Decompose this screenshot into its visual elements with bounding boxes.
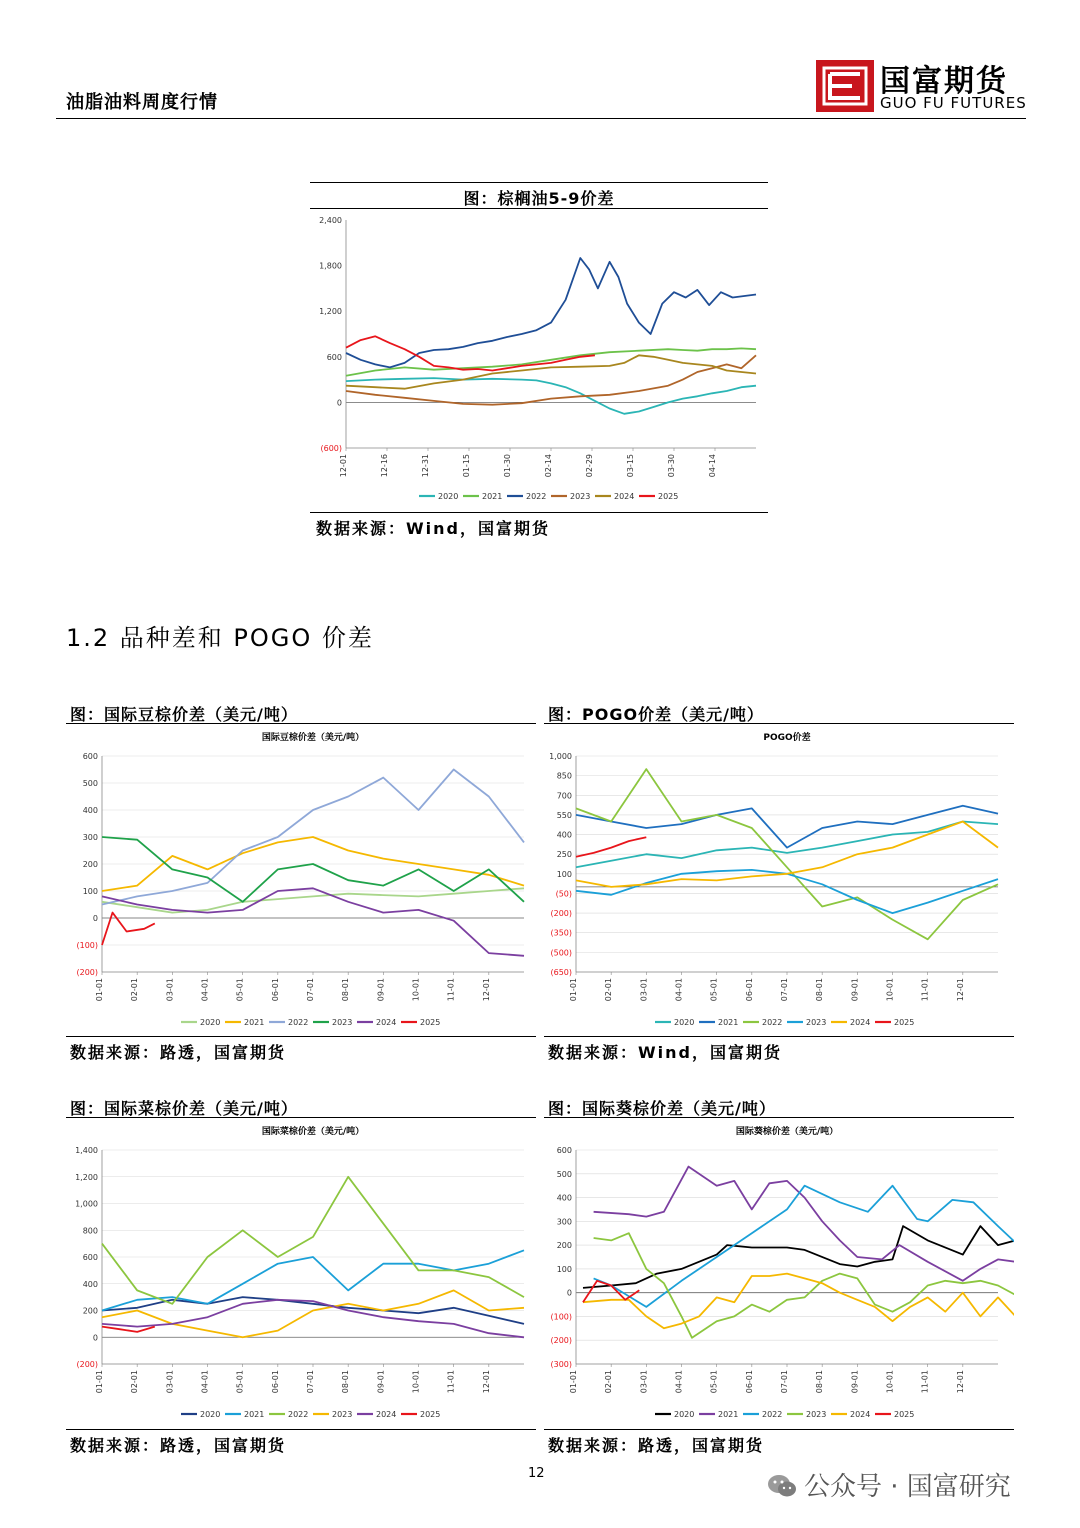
x-tick-label: 11-01 <box>446 978 456 1002</box>
y-tick-label: 600 <box>326 352 342 362</box>
x-tick-label: 12-01 <box>481 978 491 1002</box>
x-tick-label: 04-01 <box>674 1370 684 1394</box>
y-tick-label: 600 <box>556 1146 572 1155</box>
series-line-2022 <box>102 1177 524 1304</box>
x-tick-label: 02-01 <box>604 1370 614 1394</box>
y-tick-label: 500 <box>82 779 98 788</box>
legend-label: 2023 <box>332 1410 353 1419</box>
x-tick-label: 03-15 <box>626 454 635 478</box>
x-tick-label: 01-30 <box>503 454 512 478</box>
soy-palm-caption: 图：国际豆棕价差（美元/吨） <box>70 705 298 724</box>
series-line-2023 <box>576 870 998 913</box>
x-tick-label: 11-01 <box>920 978 930 1002</box>
pogo-chart <box>544 726 1014 1036</box>
y-tick-label: (600) <box>320 444 342 453</box>
y-tick-label: (200) <box>76 968 98 977</box>
x-tick-label: 10-01 <box>885 978 895 1002</box>
header-rule <box>56 118 1026 119</box>
rape-palm-source: 数据来源：路透，国富期货 <box>70 1436 287 1455</box>
y-tick-label: 0 <box>566 1288 572 1298</box>
x-tick-label: 10-01 <box>411 978 421 1002</box>
x-tick-label: 07-01 <box>306 1370 315 1394</box>
y-tick-label: 1,200 <box>75 1172 98 1182</box>
series-line-2020 <box>346 378 756 414</box>
x-tick-label: 07-01 <box>780 1370 789 1394</box>
pogo-caption: 图：POGO价差（美元/吨） <box>548 705 764 724</box>
y-tick-label: 1,800 <box>319 261 342 271</box>
legend-label: 2023 <box>806 1018 827 1027</box>
x-tick-label: 09-01 <box>376 1370 386 1394</box>
sun-palm-chart <box>544 1120 1014 1428</box>
x-tick-label: 04-01 <box>200 978 210 1002</box>
x-tick-label: 07-01 <box>780 978 789 1002</box>
x-tick-label: 07-01 <box>306 978 315 1002</box>
chart-inner-title: 国际葵棕价差（美元/吨） <box>735 1127 839 1137</box>
y-tick-label: 850 <box>556 771 572 781</box>
y-tick-label: (350) <box>550 928 572 938</box>
legend-label: 2023 <box>332 1018 353 1027</box>
legend-label: 2024 <box>850 1018 871 1027</box>
x-tick-label: 02-01 <box>130 978 140 1002</box>
x-tick-label: 06-01 <box>744 1370 754 1394</box>
logo-english-name: GUO FU FUTURES <box>880 94 1027 112</box>
legend-label: 2024 <box>376 1410 397 1419</box>
x-tick-label: 12-31 <box>421 454 430 478</box>
y-tick-label: 1,200 <box>319 307 342 317</box>
y-tick-label: 800 <box>82 1226 98 1236</box>
x-tick-label: 05-01 <box>235 1370 245 1394</box>
figure-rule <box>544 1429 1014 1430</box>
x-tick-label: 03-30 <box>667 454 676 478</box>
chart-inner-title: 国际豆棕价差（美元/吨） <box>261 733 365 743</box>
x-tick-label: 02-14 <box>544 454 553 478</box>
palm-spread-source: 数据来源：Wind，国富期货 <box>316 519 550 538</box>
x-tick-label: 12-16 <box>380 454 389 478</box>
legend-label: 2022 <box>288 1018 309 1027</box>
y-tick-label: 400 <box>556 830 572 840</box>
figure-rule <box>544 723 1014 724</box>
palm-spread-chart <box>310 210 768 510</box>
y-tick-label: (100) <box>550 1312 572 1322</box>
palm-spread-caption: 图：棕榈油5-9价差 <box>463 189 615 208</box>
legend-label: 2021 <box>244 1410 265 1419</box>
figure-rule <box>310 512 768 513</box>
y-tick-label: 500 <box>556 1169 572 1179</box>
x-tick-label: 03-01 <box>639 978 649 1002</box>
series-line-2020 <box>583 1226 1014 1288</box>
wechat-icon <box>766 1472 798 1500</box>
figure-rule <box>66 1117 536 1118</box>
legend-label: 2025 <box>420 1410 441 1419</box>
report-title: 油脂油料周度行情 <box>66 92 218 113</box>
legend-label: 2022 <box>526 492 547 501</box>
x-tick-label: 01-01 <box>95 978 104 1002</box>
chart-inner-title: 国际菜棕价差（美元/吨） <box>261 1127 365 1137</box>
figure-rule <box>544 1117 1014 1118</box>
section-heading: 1.2 品种差和 POGO 价差 <box>66 624 374 652</box>
y-tick-label: 550 <box>556 810 572 820</box>
y-tick-label: 400 <box>82 806 98 815</box>
legend-label: 2024 <box>850 1410 871 1419</box>
y-tick-label: 1,000 <box>75 1199 98 1209</box>
y-tick-label: 0 <box>92 914 98 923</box>
y-tick-label: 1,400 <box>75 1146 98 1155</box>
legend-label: 2022 <box>288 1410 309 1419</box>
sun-palm-source: 数据来源：路透，国富期货 <box>548 1436 765 1455</box>
series-line-2021 <box>576 806 998 848</box>
x-tick-label: 09-01 <box>850 1370 860 1394</box>
x-tick-label: 12-01 <box>955 978 965 1002</box>
legend-label: 2023 <box>570 492 591 501</box>
legend-label: 2020 <box>674 1018 695 1027</box>
y-tick-label: 100 <box>556 869 572 879</box>
legend-label: 2020 <box>674 1410 695 1419</box>
wechat-label: 公众号 · 国富研究 <box>804 1472 1011 1502</box>
legend-label: 2023 <box>806 1410 827 1419</box>
figure-rule <box>544 1036 1014 1037</box>
legend-label: 2021 <box>718 1410 739 1419</box>
x-tick-label: 03-01 <box>165 1370 175 1394</box>
y-tick-label: 600 <box>82 1253 98 1262</box>
x-tick-label: 11-01 <box>920 1370 930 1394</box>
series-line-2025 <box>576 837 646 857</box>
x-tick-label: 04-01 <box>674 978 684 1002</box>
y-tick-label: 250 <box>556 850 572 860</box>
series-line-2024 <box>102 888 524 956</box>
y-tick-label: 600 <box>82 752 98 761</box>
legend-label: 2021 <box>482 492 503 501</box>
x-tick-label: 01-15 <box>462 454 471 478</box>
x-tick-label: 01-01 <box>569 1370 578 1394</box>
soy-palm-chart <box>66 726 536 1036</box>
legend-label: 2020 <box>438 492 459 501</box>
y-tick-label: 400 <box>556 1193 572 1203</box>
soy-palm-source: 数据来源：路透，国富期货 <box>70 1043 287 1062</box>
series-line-2025 <box>102 913 155 945</box>
x-tick-label: 09-01 <box>376 978 386 1002</box>
x-tick-label: 06-01 <box>744 978 754 1002</box>
y-tick-label: (100) <box>76 941 98 950</box>
y-tick-label: (500) <box>550 948 572 958</box>
series-line-2021 <box>594 1167 1014 1281</box>
series-line-2022 <box>594 1186 1014 1307</box>
y-tick-label: 300 <box>82 833 98 842</box>
chart-inner-title: POGO价差 <box>763 733 811 743</box>
legend-label: 2022 <box>762 1410 783 1419</box>
y-tick-label: 100 <box>82 887 98 896</box>
y-tick-label: (200) <box>550 1336 572 1346</box>
x-tick-label: 04-14 <box>708 454 717 478</box>
figure-rule <box>66 723 536 724</box>
x-tick-label: 04-01 <box>200 1370 210 1394</box>
x-tick-label: 05-01 <box>709 978 719 1002</box>
x-tick-label: 08-01 <box>341 1370 351 1394</box>
y-tick-label: 400 <box>82 1279 98 1289</box>
x-tick-label: 12-01 <box>339 454 348 478</box>
x-tick-label: 11-01 <box>446 1370 456 1394</box>
legend-label: 2024 <box>376 1018 397 1027</box>
legend-label: 2020 <box>200 1018 221 1027</box>
rape-palm-caption: 图：国际菜棕价差（美元/吨） <box>70 1099 298 1118</box>
legend-label: 2020 <box>200 1410 221 1419</box>
guofu-logo-icon <box>816 60 874 112</box>
x-tick-label: 09-01 <box>850 978 860 1002</box>
x-tick-label: 05-01 <box>235 978 245 1002</box>
series-line-2024 <box>102 1300 524 1338</box>
x-tick-label: 08-01 <box>815 978 825 1002</box>
x-tick-label: 03-01 <box>639 1370 649 1394</box>
sun-palm-caption: 图：国际葵棕价差（美元/吨） <box>548 1099 776 1118</box>
y-tick-label: 0 <box>92 1333 98 1343</box>
x-tick-label: 06-01 <box>270 1370 280 1394</box>
x-tick-label: 10-01 <box>885 1370 895 1394</box>
logo-chinese-name: 国富期货 <box>880 64 1008 99</box>
x-tick-label: 12-01 <box>481 1370 491 1394</box>
x-tick-label: 02-01 <box>130 1370 140 1394</box>
x-tick-label: 08-01 <box>341 978 351 1002</box>
x-tick-label: 02-01 <box>604 978 614 1002</box>
y-tick-label: 300 <box>556 1217 572 1227</box>
pogo-source: 数据来源：Wind，国富期货 <box>548 1043 782 1062</box>
legend-label: 2021 <box>244 1018 265 1027</box>
y-tick-label: 2,400 <box>319 216 342 225</box>
figure-rule <box>66 1429 536 1430</box>
x-tick-label: 02-29 <box>585 454 594 478</box>
x-tick-label: 05-01 <box>709 1370 719 1394</box>
page-number: 12 <box>528 1466 545 1481</box>
x-tick-label: 03-01 <box>165 978 175 1002</box>
series-line-2025 <box>102 1327 155 1332</box>
y-tick-label: 200 <box>556 1241 572 1251</box>
rape-palm-chart <box>66 1120 536 1428</box>
figure-top-rule <box>310 182 768 183</box>
y-tick-label: (200) <box>550 909 572 919</box>
x-tick-label: 12-01 <box>955 1370 965 1394</box>
y-tick-label: 200 <box>82 1306 98 1316</box>
legend-label: 2021 <box>718 1018 739 1027</box>
legend-label: 2024 <box>614 492 635 501</box>
figure-rule <box>66 1036 536 1037</box>
x-tick-label: 08-01 <box>815 1370 825 1394</box>
y-tick-label: 1,000 <box>549 752 572 761</box>
x-tick-label: 06-01 <box>270 978 280 1002</box>
legend-label: 2025 <box>658 492 679 501</box>
series-line-2020 <box>576 822 998 868</box>
legend-label: 2022 <box>762 1018 783 1027</box>
legend-label: 2025 <box>420 1018 441 1027</box>
legend-label: 2025 <box>894 1018 915 1027</box>
x-tick-label: 10-01 <box>411 1370 421 1394</box>
y-tick-label: (200) <box>76 1360 98 1369</box>
y-tick-label: 0 <box>336 398 342 408</box>
y-tick-label: 100 <box>556 1264 572 1274</box>
y-tick-label: (650) <box>550 968 572 977</box>
y-tick-label: 700 <box>556 791 572 801</box>
figure-rule <box>310 208 768 209</box>
y-tick-label: (50) <box>555 889 572 899</box>
y-tick-label: 200 <box>82 860 98 869</box>
x-tick-label: 01-01 <box>95 1370 104 1394</box>
y-tick-label: (300) <box>550 1360 572 1369</box>
x-tick-label: 01-01 <box>569 978 578 1002</box>
legend-label: 2025 <box>894 1410 915 1419</box>
